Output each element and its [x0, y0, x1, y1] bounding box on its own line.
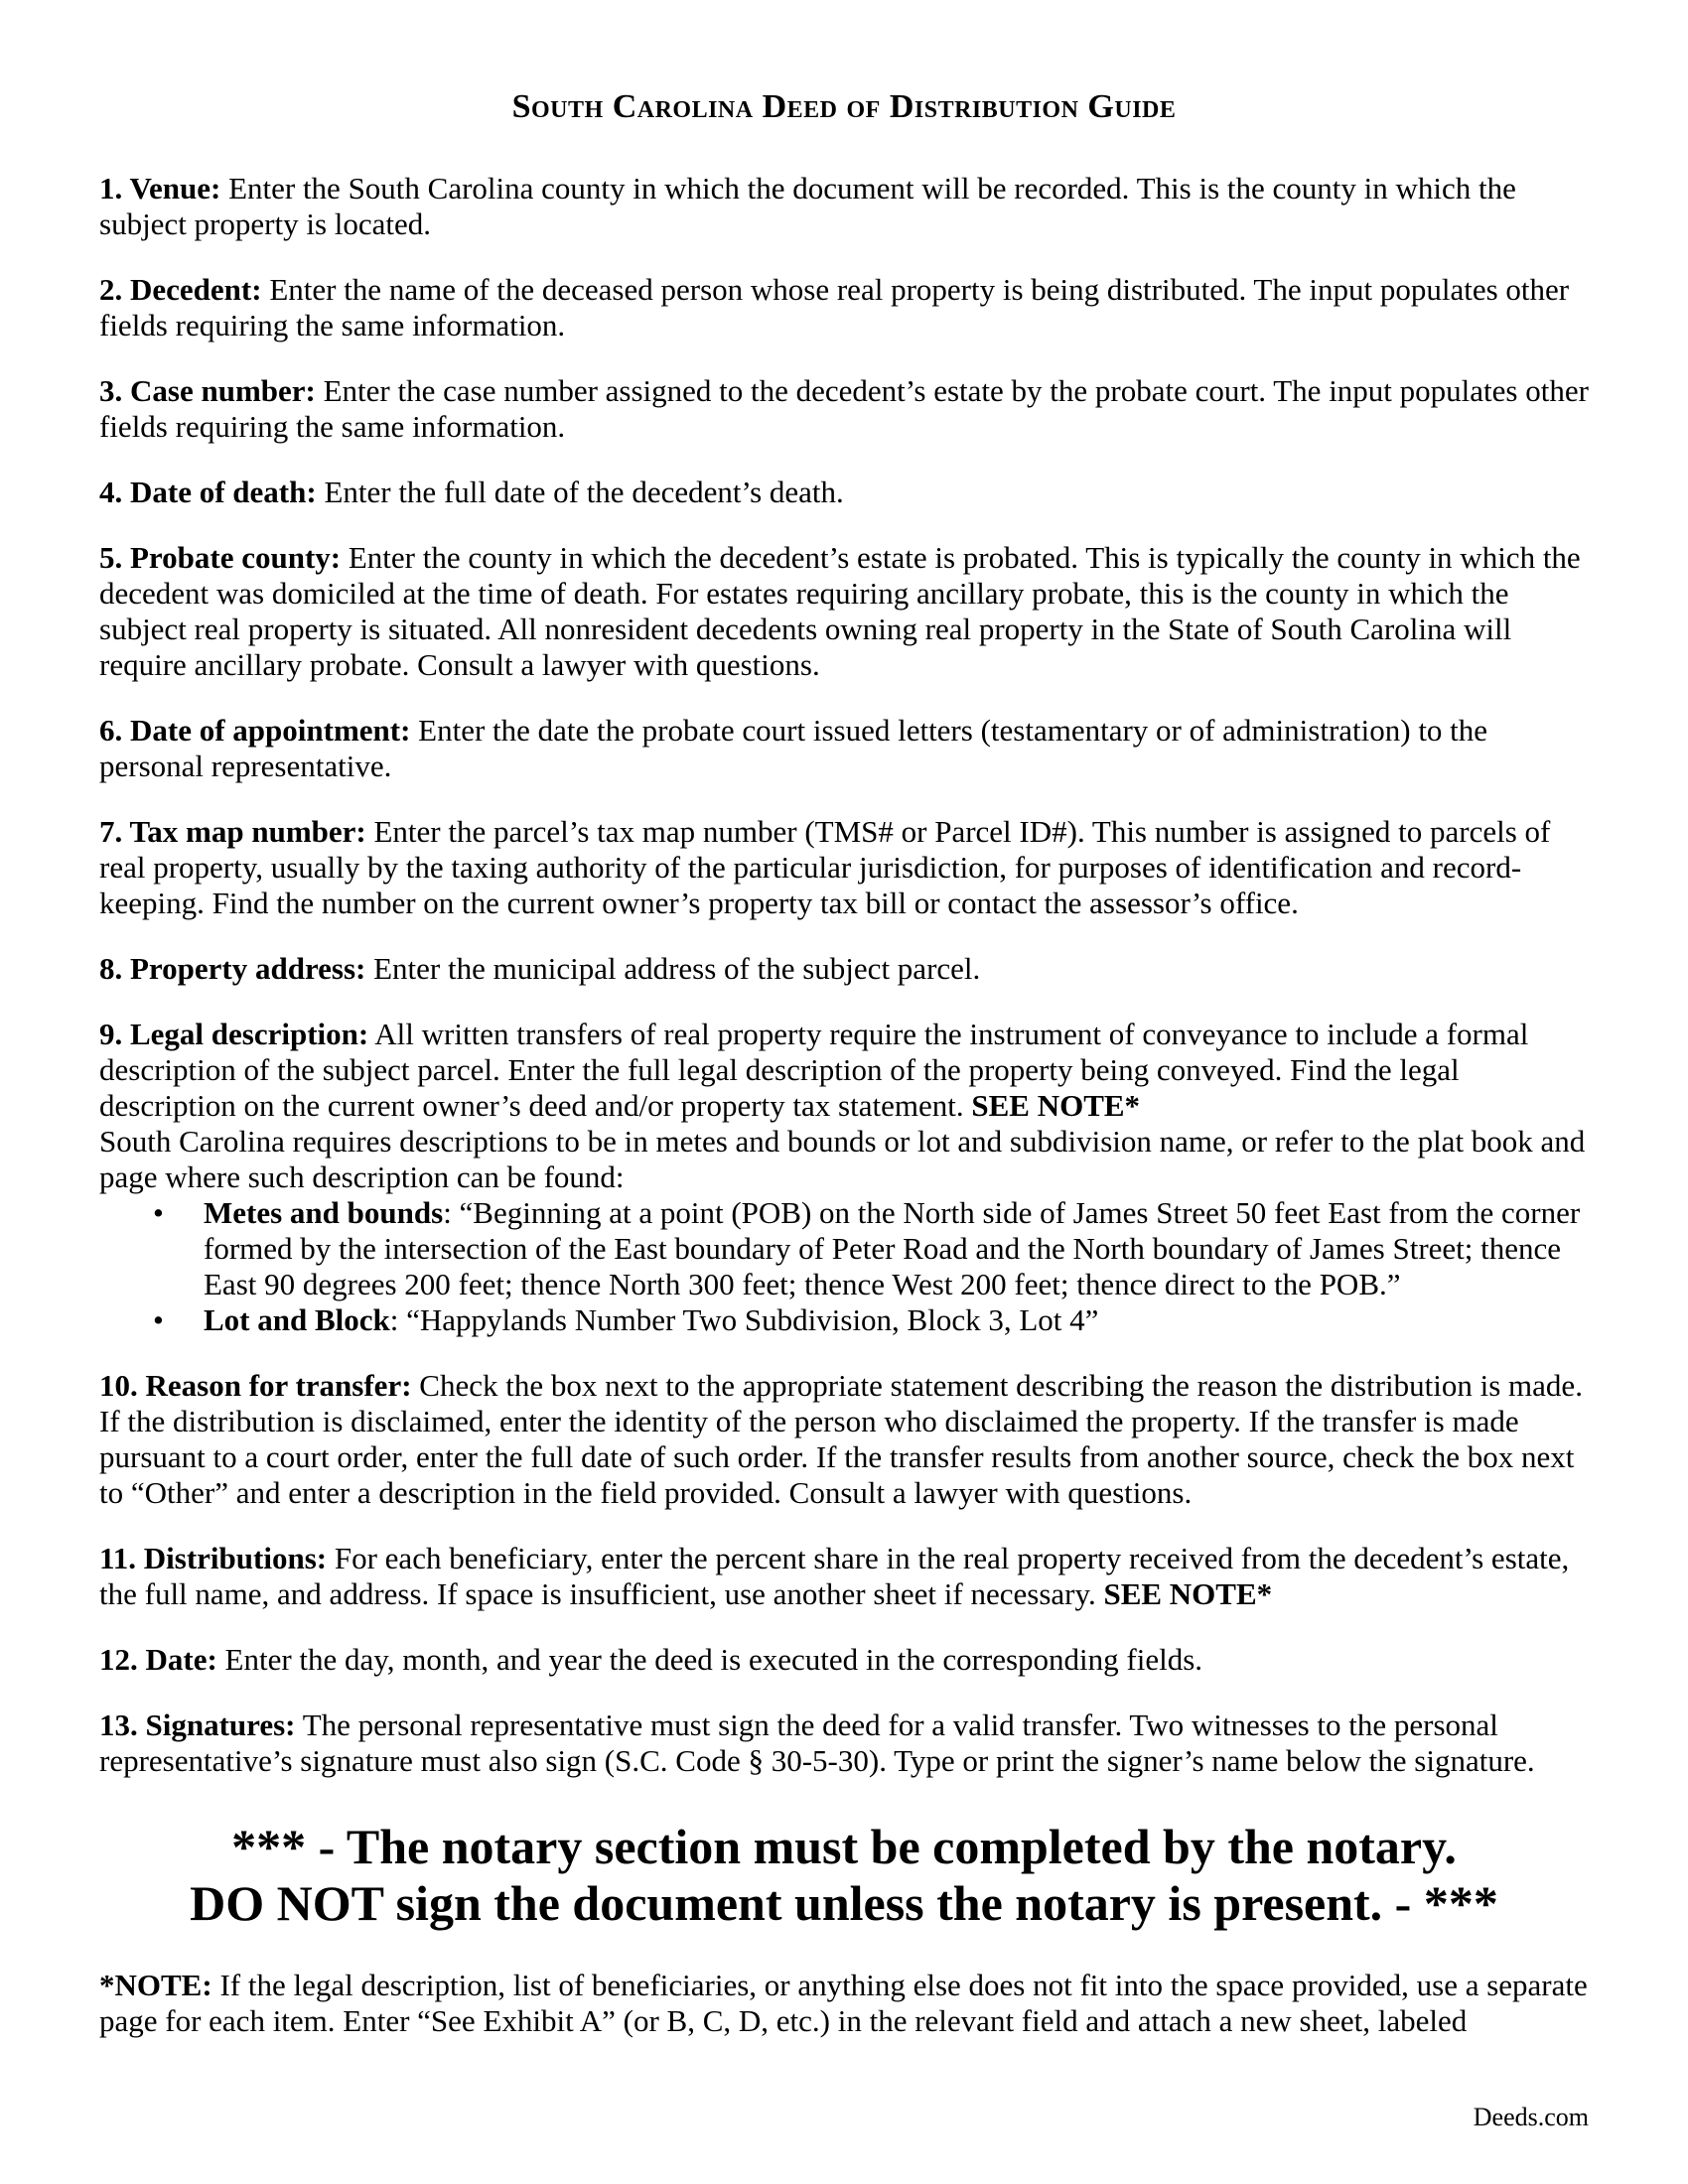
section-6-head: 6. Date of appointment:	[99, 713, 411, 748]
section-9-continuation: South Carolina requires descriptions to be in metes and bounds or lot and subdivision name, or refer to the plat book and page where such description can be found:	[99, 1124, 1586, 1194]
section-9-head: 9. Legal description:	[99, 1017, 369, 1051]
legal-description-bullet-list	[99, 1195, 1589, 1338]
section-1-venue	[99, 171, 1589, 242]
section-3-case-number	[99, 373, 1589, 445]
section-5-text: Enter the county in which the decedent’s estate is probated. This is typically the county in which the decedent was domiciled at the time of death. For estates requiring ancillary probate, this is the county in which the subject real property is situated. All nonresident decedents owning real property in the State of South Carolina will require ancillary probate. Consult a lawyer with questions.	[99, 540, 1581, 682]
section-2-decedent	[99, 272, 1589, 343]
section-5-head: 5. Probate county:	[99, 540, 342, 575]
section-9-text: All written transfers of real property require the instrument of conveyance to include a formal description of the subject parcel. Enter the full legal description of the property being conveyed. Find the legal description on the current owner’s deed and/or property tax statement.	[99, 1017, 1529, 1123]
bullet-metes-text: : “Beginning at a point (POB) on the North side of James Street 50 feet East from the corner formed by the intersection of the East boundary of Peter Road and the North boundary of James Street; thence East 90 degrees 200 feet; thence North 300 feet; thence West 200 feet; thence direct to the POB.”	[204, 1195, 1581, 1301]
notary-warning-line-1: *** - The notary section must be completed by the notary.	[231, 1819, 1457, 1874]
section-7-head: 7. Tax map number:	[99, 814, 366, 849]
section-8-property-address	[99, 951, 1589, 987]
section-4-text: Enter the full date of the decedent’s death.	[324, 475, 844, 509]
section-13-text: The personal representative must sign the deed for a valid transfer. Two witnesses to the personal representative’s signature must also sign (S.C. Code § 30-5-30). Type or print the signer’s name below the signature.	[99, 1707, 1535, 1778]
footnote-head: *NOTE:	[99, 1968, 212, 2002]
section-1-head: 1. Venue:	[99, 171, 221, 205]
bullet-lot-and-block	[99, 1302, 1589, 1338]
section-6-text: Enter the date the probate court issued letters (testamentary or of administration) to the personal representative.	[99, 713, 1488, 783]
section-5-probate-county	[99, 540, 1589, 683]
section-10-text: Check the box next to the appropriate statement describing the reason the distribution is made. If the distribution is disclaimed, enter the identity of the person who disclaimed the property. If the transfer is made pursuant to a court order, enter the full date of such order. If the transfer results from another source, check the box next to “Other” and enter a description in the field provided. Consult a lawyer with questions.	[99, 1368, 1583, 1510]
section-11-head: 11. Distributions:	[99, 1541, 328, 1575]
page-title: South Carolina Deed of Distribution Guide	[511, 88, 1177, 125]
notary-warning-line-2: DO NOT sign the document unless the notary is present. - ***	[190, 1875, 1498, 1931]
section-11-distributions	[99, 1541, 1589, 1612]
section-11-text: For each beneficiary, enter the percent share in the real property received from the decedent’s estate, the full name, and address. If space is insufficient, use another sheet if necessary.	[99, 1541, 1570, 1611]
bullet-lot-text: : “Happylands Number Two Subdivision, Block 3, Lot 4”	[389, 1302, 1099, 1337]
section-6-date-of-appointment	[99, 713, 1589, 784]
section-10-head: 10. Reason for transfer:	[99, 1368, 412, 1403]
section-12-date	[99, 1642, 1589, 1678]
brand-footer: Deeds.com	[1473, 2103, 1589, 2131]
section-11-see-note: SEE NOTE*	[1103, 1576, 1273, 1611]
section-1-text: Enter the South Carolina county in which the document will be recorded. This is the county in which the subject property is located.	[99, 171, 1516, 241]
section-7-tax-map-number	[99, 814, 1589, 921]
footnote	[99, 1968, 1589, 2039]
section-9-legal-description	[99, 1017, 1589, 1124]
section-13-head: 13. Signatures:	[99, 1707, 296, 1742]
section-13-signatures	[99, 1707, 1589, 1779]
section-12-head: 12. Date:	[99, 1642, 217, 1677]
section-8-head: 8. Property address:	[99, 951, 366, 986]
bullet-lot-label: Lot and Block	[204, 1302, 390, 1337]
section-2-head: 2. Decedent:	[99, 272, 262, 307]
section-3-text: Enter the case number assigned to the decedent’s estate by the probate court. The input populates other fields requiring the same information.	[99, 373, 1589, 444]
footnote-text: If the legal description, list of beneficiaries, or anything else does not fit into the space provided, use a separate page for each item. Enter “See Exhibit A” (or B, C, D, etc.) in the relevant field and attach a new sheet, labeled	[99, 1968, 1588, 2038]
section-10-reason-for-transfer	[99, 1368, 1589, 1511]
bullet-metes-label: Metes and bounds	[204, 1195, 444, 1230]
section-2-text: Enter the name of the deceased person whose real property is being distributed. The input populates other fields requiring the same information.	[99, 272, 1570, 342]
notary-warning	[99, 1819, 1589, 1932]
section-4-date-of-death	[99, 475, 1589, 510]
bullet-metes-and-bounds	[99, 1195, 1589, 1302]
section-8-text: Enter the municipal address of the subject parcel.	[373, 951, 981, 986]
section-12-text: Enter the day, month, and year the deed is executed in the corresponding fields.	[224, 1642, 1203, 1677]
section-7-text: Enter the parcel’s tax map number (TMS# or Parcel ID#). This number is assigned to parcels of real property, usually by the taxing authority of the particular jurisdiction, for purposes of identification and record-keeping. Find the number on the current owner’s property tax bill or contact the assessor’s office.	[99, 814, 1551, 920]
section-9-see-note: SEE NOTE*	[971, 1088, 1141, 1123]
section-3-head: 3. Case number:	[99, 373, 316, 408]
section-4-head: 4. Date of death:	[99, 475, 317, 509]
